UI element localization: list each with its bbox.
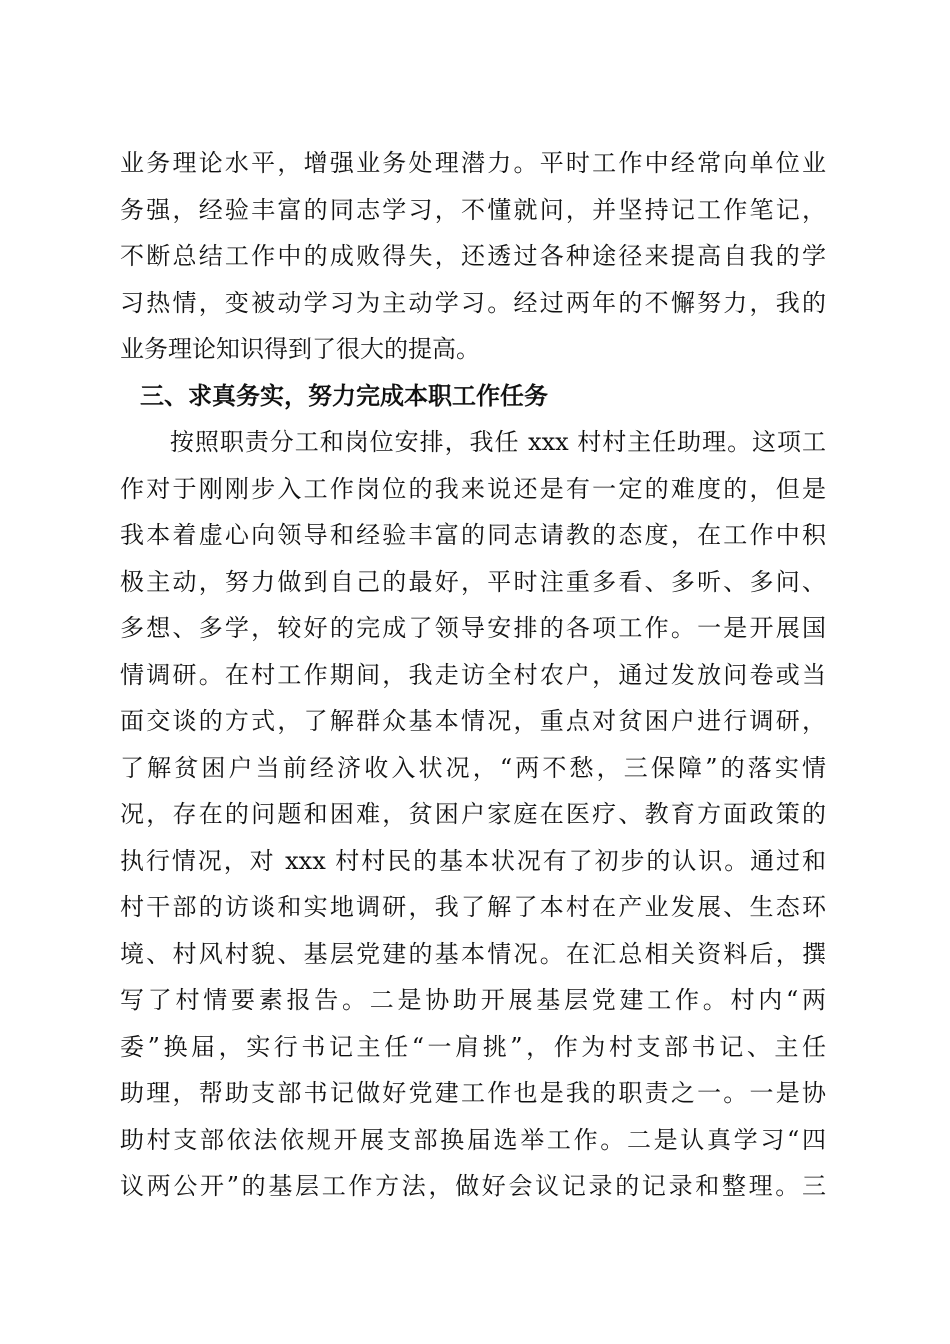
- paragraph-2: [120, 419, 826, 1210]
- paragraph-line: 委”换届，实行书记主任“一肩挑”，作为村支部书记、主任: [120, 1032, 826, 1061]
- paragraph-line: 务强，经验丰富的同志学习，不懂就问，并坚持记工作笔记，: [120, 195, 826, 224]
- paragraph-line: 极主动，努力做到自己的最好，平时注重多看、多听、多问、: [120, 567, 826, 596]
- paragraph-line: 村干部的访谈和实地调研，我了解了本村在产业发展、生态环: [120, 893, 826, 921]
- paragraph-line: 境、村风村貌、基层党建的基本情况。在汇总相关资料后，撰: [120, 939, 826, 968]
- paragraph-line: 习热情，变被动学习为主动学习。经过两年的不懈努力，我的: [120, 288, 826, 317]
- paragraph-line: 助村支部依法依规开展支部换届选举工作。二是认真学习“四: [120, 1125, 826, 1154]
- paragraph-line: 况，存在的问题和困难，贫困户家庭在医疗、教育方面政策的: [120, 800, 826, 828]
- paragraph-line: 情调研。在村工作期间，我走访全村农户，通过发放问卷或当: [120, 660, 826, 689]
- paragraph-line: 执行情况，对 xxx 村村民的基本状况有了初步的认识。通过和: [120, 846, 826, 875]
- paragraph-line: 不断总结工作中的成败得失，还透过各种途径来提高自我的学: [120, 242, 826, 270]
- paragraph-line: 按照职责分工和岗位安排，我任 xxx 村村主任助理。这项工: [120, 428, 826, 456]
- section-heading: 三、求真务实，努力完成本职工作任务: [140, 381, 548, 410]
- paragraph-line: 业务理论知识得到了很大的提高。: [120, 335, 480, 363]
- paragraph-line: 业务理论水平，增强业务处理潜力。平时工作中经常向单位业: [120, 149, 826, 177]
- paragraph-line: 多想、多学，较好的完成了领导安排的各项工作。一是开展国: [120, 614, 826, 642]
- paragraph-line: 我本着虚心向领导和经验丰富的同志请教的态度，在工作中积: [120, 521, 826, 549]
- paragraph-line: 助理，帮助支部书记做好党建工作也是我的职责之一。一是协: [120, 1079, 826, 1107]
- document-page: [120, 140, 826, 1210]
- paragraph-line: 面交谈的方式，了解群众基本情况，重点对贫困户进行调研，: [120, 707, 826, 735]
- paragraph-line: 写了村情要素报告。二是协助开展基层党建工作。村内“两: [120, 986, 826, 1014]
- paragraph-1: [120, 140, 826, 373]
- paragraph-line: 了解贫困户当前经济收入状况，“两不愁，三保障”的落实情: [120, 753, 826, 782]
- paragraph-line: 作对于刚刚步入工作岗位的我来说还是有一定的难度的，但是: [120, 474, 826, 503]
- paragraph-line: 议两公开”的基层工作方法，做好会议记录的记录和整理。三: [120, 1172, 826, 1200]
